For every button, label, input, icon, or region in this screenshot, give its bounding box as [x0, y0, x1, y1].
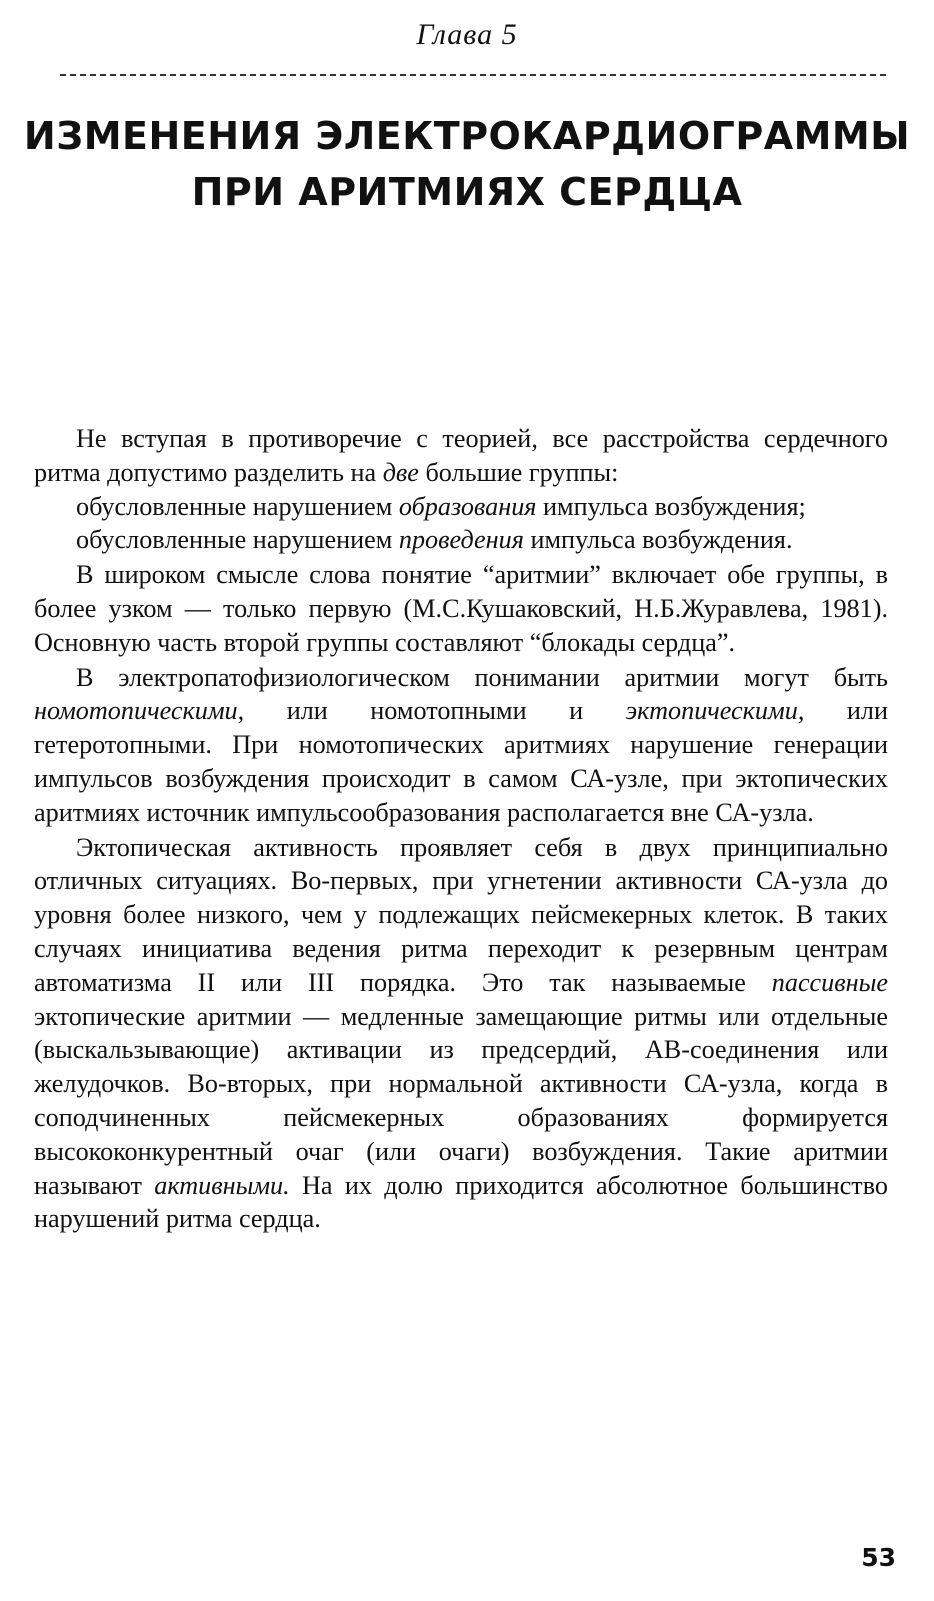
- paragraph-3: [34, 523, 888, 557]
- paragraph-6-emphasis-1: пассивные: [771, 967, 888, 997]
- chapter-title-line-2: ПРИ АРИТМИЯХ СЕРДЦА: [191, 170, 743, 214]
- header-rule: [60, 74, 886, 76]
- paragraph-5: [34, 661, 888, 830]
- paragraph-6-text-b: эктопические аритмии — медленные замещающие ритмы или отдельные (выскальзывающие) активации из предсердий, АВ-соединения или желудочков. Во-вторых, при нормальной активности СА-узла, когда в соподчиненных пейсмекерных образованиях формируется высококонкурентный очаг (или очаги) возбуждения. Такие аритмии называют: [34, 1001, 888, 1200]
- paragraph-6-text-c: На их долю приходится абсолютное большинство нарушений ритма сердца.: [34, 1170, 889, 1234]
- body-text: [34, 422, 888, 1236]
- paragraph-1: [34, 422, 888, 490]
- paragraph-2-text-b: импульса возбуждения;: [536, 491, 806, 521]
- paragraph-2: [34, 490, 888, 524]
- paragraph-3-text-a: обусловленные нарушением: [76, 525, 399, 555]
- paragraph-1-text-a: Не вступая в противоречие с теорией, все расстройства сердечного ритма допустимо разделить на: [34, 424, 888, 487]
- paragraph-2-emphasis: образования: [398, 491, 537, 521]
- chapter-heading: Глава 5: [416, 18, 518, 51]
- paragraph-6-text-a: Эктопическая активность проявляет себя в двух принципиально отличных ситуациях. Во-первых, при угнетении активности СА-узла до уровня более низкого, чем у подлежащих пейсмекерных клеток. В таких случаях инициатива ведения ритма переходит к резервным центрам автоматизма II или III порядка. Это так называемые: [34, 832, 888, 997]
- paragraph-3-emphasis: проведения: [398, 525, 524, 555]
- chapter-title: [0, 108, 934, 220]
- paragraph-6-emphasis-2: активными.: [154, 1170, 290, 1200]
- chapter-title-line-1: ИЗМЕНЕНИЯ ЭЛЕКТРОКАРДИОГРАММЫ: [23, 114, 911, 158]
- paragraph-6: [34, 831, 888, 1237]
- paragraph-5-emphasis-1: номотопическими,: [34, 696, 245, 726]
- paragraph-1-text-b: большие группы:: [418, 457, 619, 487]
- paragraph-5-text-c: или гетеротопными. При номотопических аритмиях нарушение генерации импульсов возбуждения происходит в самом СА-узле, при эктопических аритмиях источник импульсообразования располагается вне СА-узла.: [34, 696, 888, 827]
- paragraph-3-text-b: импульса возбуждения.: [523, 525, 793, 555]
- paragraph-5-text-b: или номотопными и: [244, 696, 626, 726]
- page-number: 53: [861, 1543, 896, 1572]
- paragraph-1-emphasis: две: [382, 457, 419, 487]
- paragraph-5-text-a: В электропатофизиологическом понимании аритмии могут быть: [76, 662, 888, 692]
- paragraph-5-emphasis-2: эктопическими,: [625, 696, 805, 726]
- paragraph-4: В широком смысле слова понятие “аритмии” включает обе группы, в более узком — только первую (М.С.Кушаковский, Н.Б.Журавлева, 1981). Основную часть второй группы составляют “блокады сердца”.: [34, 560, 888, 657]
- paragraph-2-text-a: обусловленные нарушением: [76, 491, 399, 521]
